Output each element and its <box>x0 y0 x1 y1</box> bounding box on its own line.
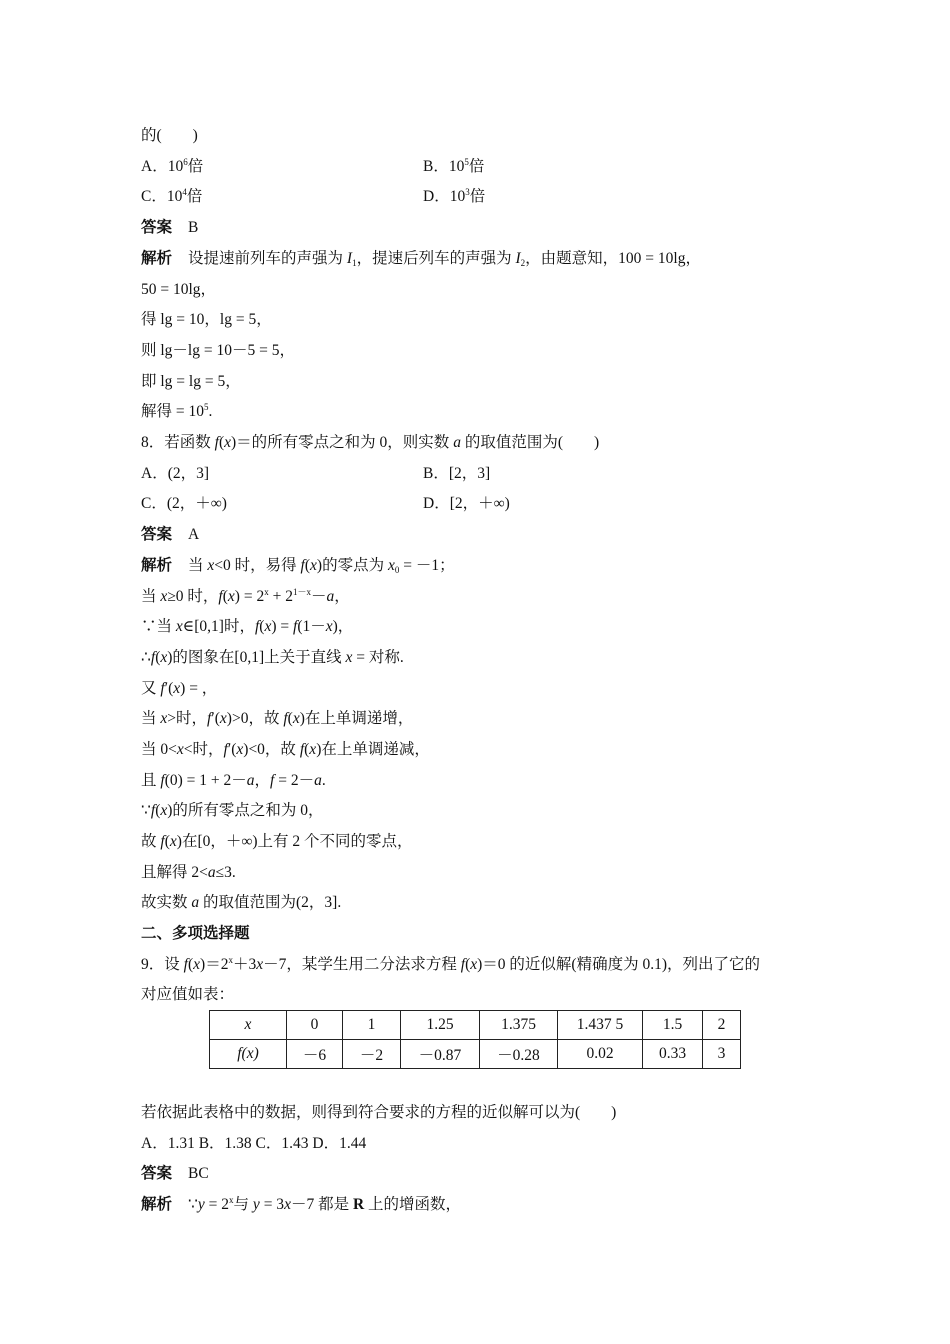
analysis-line-2: 50 = 10lg， <box>141 281 217 298</box>
answer-line-2: 答案 A <box>141 526 200 543</box>
q8-analysis-1: 解析 当 x<0 时，易得 f(x)的零点为 $x_0 = -1$； <box>141 557 455 575</box>
table-cell: 0.33 <box>643 1040 703 1069</box>
table-cell: 1.437 5 <box>558 1011 643 1040</box>
answer-line: 答案 B <box>141 219 199 236</box>
q8-analysis-2: 当 x≥0 时，$f(x) = 2^x + 2^{1-x}-a$， <box>141 587 350 605</box>
table-cell: －0.87 <box>401 1040 480 1069</box>
options-row-1 <box>141 157 841 177</box>
q8-analysis-7: 当 0<x<时，f′(x)<0，故 f(x)在上单调递减， <box>141 741 430 758</box>
option-a: A．$10^6$倍 <box>141 157 204 175</box>
question-9-ask: 若依据此表格中的数据，则得到符合要求的方程的近似解可以为( ) <box>141 1104 617 1121</box>
analysis-line-6: 解得 = $10^5$. <box>141 402 213 420</box>
question-tail: 的( ) <box>141 127 198 144</box>
table-head-fx: f(x) <box>210 1040 287 1069</box>
option-b: B．$10^5$倍 <box>423 157 485 175</box>
q8-option-b: B．[2，3] <box>423 465 491 482</box>
question-9-line-2: 对应值如表： <box>141 986 235 1003</box>
q8-analysis-10: 故 f(x)在[0，＋∞)上有 2 个不同的零点， <box>141 833 413 850</box>
section-heading: 二、多项选择题 <box>141 925 250 942</box>
table-cell: 3 <box>703 1040 741 1069</box>
table-cell: 0 <box>287 1011 343 1040</box>
q8-analysis-9: ∵f(x)的所有零点之和为 0， <box>141 802 324 819</box>
q8-option-d: D．[2，＋∞) <box>423 495 510 512</box>
q8-options-row-2 <box>141 494 841 514</box>
table-row <box>210 1011 741 1040</box>
q8-analysis-5: 又 f′(x) = ， <box>141 680 218 697</box>
table-cell: 2 <box>703 1011 741 1040</box>
table-cell: 0.02 <box>558 1040 643 1069</box>
option-c: C．$10^4$倍 <box>141 187 203 205</box>
table-cell: 1.5 <box>643 1011 703 1040</box>
table-cell: －2 <box>343 1040 401 1069</box>
question-8: 8．若函数 f(x)＝的所有零点之和为 0，则实数 a 的取值范围为( ) <box>141 434 600 451</box>
analysis-line-5: 即 lg = lg = 5， <box>141 373 241 390</box>
table-head-x: x <box>210 1011 287 1040</box>
question-9: 9．设 $f(x)=2^x+3x-7$，某学生用二分法求方程 f(x)＝0 的近似解(精确度为 0.1)，列出了它的 <box>141 955 760 973</box>
q8-analysis-8: 且 f(0) = 1 + 2－a，f = 2－a. <box>141 772 326 789</box>
q8-analysis-11: 且解得 2<a≤3. <box>141 864 236 881</box>
q8-analysis-12: 故实数 a 的取值范围为(2，3]. <box>141 894 342 911</box>
value-table <box>209 1010 741 1069</box>
table-cell: －6 <box>287 1040 343 1069</box>
q8-options-row-1 <box>141 464 841 484</box>
question-9-options: A．1.31 B．1.38 C．1.43 D．1.44 <box>141 1135 367 1152</box>
table-cell: －0.28 <box>480 1040 558 1069</box>
table-row <box>210 1040 741 1069</box>
q8-analysis-4: ∴f(x)的图象在[0,1]上关于直线 x = 对称. <box>141 649 404 666</box>
table-cell: 1.25 <box>401 1011 480 1040</box>
q9-analysis-1: 解析 ∵y = $2^x$与 y = 3x－7 都是 R 上的增函数， <box>141 1195 462 1213</box>
q8-analysis-6: 当 x>时，f′(x)>0，故 f(x)在上单调递增， <box>141 710 414 727</box>
q8-option-c: C．(2，＋∞) <box>141 495 227 512</box>
analysis-line-4: 则 lg－lg = 10－5 = 5， <box>141 342 295 359</box>
analysis-line-1: 解析 设提速前列车的声强为 $I_1$，提速后列车的声强为 $I_2$，由题意知，100 = 10lg， <box>141 250 701 268</box>
table-cell: 1.375 <box>480 1011 558 1040</box>
q8-option-a: A．(2，3] <box>141 465 210 482</box>
analysis-line-3: 得 lg = 10，lg = 5， <box>141 311 272 328</box>
table-cell: 1 <box>343 1011 401 1040</box>
options-row-2 <box>141 187 841 207</box>
q8-analysis-3: ∵当 x∈[0,1]时，f(x) = f(1－x)， <box>141 618 354 635</box>
answer-line-3: 答案 BC <box>141 1165 209 1182</box>
option-d: D．$10^3$倍 <box>423 187 486 205</box>
